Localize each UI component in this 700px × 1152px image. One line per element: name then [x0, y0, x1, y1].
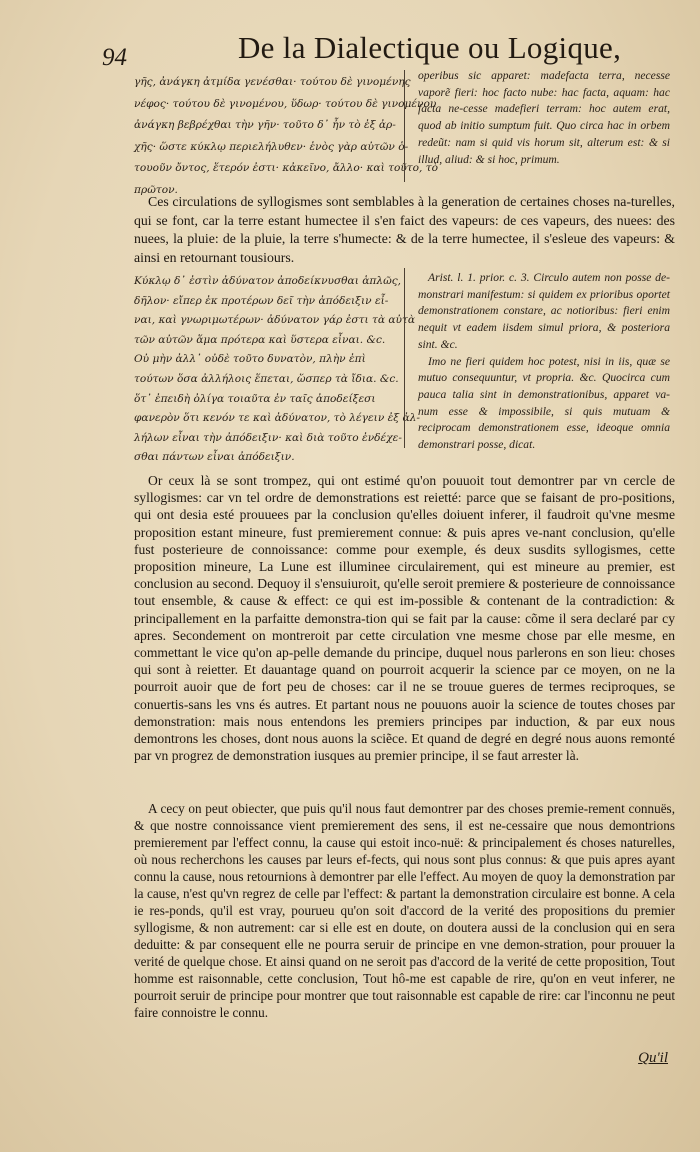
greek-line: τῶν αὐτῶν ἅμα πρότερα καὶ ὕστερα εἶναι. &c.	[134, 333, 386, 346]
paragraph-circular-demonstration	[134, 472, 675, 764]
greek-line: τούτων ὅσα ἀλλήλοις ἕπεται, ὥσπερ τὰ ἴδια. &c.	[134, 372, 399, 385]
paragraph-text: Or ceux là se sont trompez, qui ont estimé qu'on pouuoit tout demontrer par vn cercle de syllogismes: car vn tel ordre de demonstrations est reietté: parce que se faisant de pro-positions, qui ont desia esté prouuees par la conclusion qu'elles doiuent inferer, il faudroit qu'vne mesme proposition estant mineure, fust premierement connue: & puis apres ve-nant conclusion, qu'elle fust posterieure de connoissance: comme pour exemple, és deux susdits syllogismes, cette proposition mineure, La Lune est illuminee circulairement, qui est mineure au premier, est conclusion au second. Dequoy il s'ensuiuroit, qu'elle seroit premiere & posterieure de connoissance tout ensemble, & cause & effect: ce qui est im-possible & contenant de la contradiction: & principallement en la parfaitte demonstra-tion qui se fait par la cause: cõme il sera declaré par cy apres. Secondement on montreroit par cette circulation vne mesme chose par elle mesme, en commettant le vice qu'on ap-pelle demande du principe, duquel nous parlerons en son lieu: choses qui sont à reietter. Et dauantage quand on pourroit acquerir la science par ce moyen, on ne la pourroit auoir que de fort peu de choses: car il ne se trouue gueres de termes reciproques, se conuertis-sans les vns és autres. Et partant nous ne pouuons auoir la science de toutes choses par demonstration: mais nous entendons les premiers principes par induction, & par eux nous demontrons les choses, dont nous auons la sciẽce. Et quand de degré en degré nous auons remonté par vn progrez de demonstration iusques au premier principe, il se faut arrester là.	[134, 473, 675, 764]
greek-line: νέφος· τούτου δὲ γινομένου, ὕδωρ· τούτου δὲ γινομένου	[134, 97, 437, 110]
paragraph-objection	[134, 800, 675, 1021]
greek-quotation-2	[134, 272, 420, 468]
greek-line: ἀνάγκη βεβρέχθαι τὴν γῆν· τοῦτο δ᾽ ἦν τὸ ἐξ ἀρ-	[134, 119, 396, 131]
greek-line: λήλων εἶναι τὴν ἀπόδειξιν· καὶ διὰ τοῦτο ἐνδέχε-	[134, 431, 402, 444]
latin-continuation: Imo ne fieri quidem hoc potest, nisi in iis, quæ se mutuo consequuntur, vt propria. &c. Quocirca cum pauca talia sint in demonstrationibus, apparet va-num esse & impossibile, si quis mutuam & reciprocam demonstrationem esse, ideoque omnia demonstrari posse, dicat.	[418, 354, 670, 452]
running-title: De la Dialectique ou Logique,	[238, 30, 622, 65]
greek-line: τουοῦν ὄντος, ἕτερόν ἐστι· κἀκεῖνο, ἄλλο· καὶ τοῦτο, τὸ	[134, 162, 438, 174]
latin-translation-2	[418, 270, 670, 454]
column-divider	[404, 268, 405, 448]
greek-line: δῆλον· εἴπερ ἐκ προτέρων δεῖ τὴν ἀπόδειξιν εἶ-	[134, 294, 389, 307]
paragraph-text: A cecy on peut obiecter, que puis qu'il nous faut demontrer par des choses premie-rement connuës, & que nostre connoissance vient premierement des sens, il est ne-cessaire que nous demontrions premierement par l'effect connu, la cause qui estoit inco-nuë: & principalement és choses naturelles, où nous recherchons les causes par leurs ef-fects, qui nous sont plus connus: & que puis apres ayant connu la cause, nous retournions à demontrer par elle l'effect. Au moyen de quoy la demonstration par la cause, n'est qu'vn regrez de celle par l'effect: & partant la demonstration circulaire est bonne. A cela ie res-ponds, qu'il est vray, pourueu qu'on soit d'accord de la verité des propositions du premier syllogisme, & non autrement: car si elle est en doute, on doutera aussi de la conclusion qui en sera deduitte: & par consequent elle ne pourra seruir de principe en vne demon-stration, pour prouuer la verité de quelque chose. Et ainsi quand on ne seroit pas d'accord de la verité de cette proposition, Tout homme est raisonnable, cette conclusion, Tout hô-me est capable de rire, qu'on en veut inferer, ne pourroit seruir de principe pour montrer que tout raisonnable est capable de rire: car l'inconnu ne peut faire connoistre le connu.	[134, 801, 675, 1020]
greek-line: ὅτ᾽ ἐπειδὴ ὀλίγα τοιαῦτα ἐν ταῖς ἀποδείξεσι	[134, 392, 376, 405]
greek-line: πρῶτον.	[134, 183, 178, 196]
greek-line: φανερὸν ὅτι κενόν τε καὶ ἀδύνατον, τὸ λέγειν ἐξ ἀλ-	[134, 412, 420, 425]
greek-line: χῆς· ὥστε κύκλῳ περιελήλυθεν· ἑνὸς γὰρ αὐτῶν ὁ-	[134, 140, 409, 153]
greek-line: γῆς, ἀνάγκη ἀτμίδα γενέσθαι· τούτου δὲ γινομένης	[134, 76, 411, 88]
catchword: Qu'il	[638, 1050, 668, 1066]
greek-line: Οὐ μὴν ἀλλ᾽ οὐδὲ τοῦτο δυνατὸν, πλὴν ἐπὶ	[134, 353, 366, 366]
latin-translation-1: operibus sic apparet: madefacta terra, necesse vaporẽ fieri: hoc facto nube: hac facta, aquam: hac facta ne-cesse madefieri terram: hoc autem erat, quod ab initio sumptum fuit. Quo circa hac in orbem redeũt: nam si quid vis horum sit, alterum est: & si illud, aliud: & si hoc, primum.	[418, 69, 670, 166]
greek-quotation-1	[134, 72, 438, 201]
paragraph-text: Ces circulations de syllogismes sont semblables à la generation de certaines choses na-turelles, qui se font, car la terre estant humectee il s'en faict des vapeurs: de ces vapeurs, des nuees: des nuees, la pluie: de la pluie, la terre s'humecte: & de la terre humectee, il s'esleue des vapeurs: & ainsi en retournant tousiours.	[134, 194, 675, 265]
page-number: 94	[102, 44, 127, 71]
column-divider	[404, 70, 405, 182]
greek-line: σθαι πάντων εἶναι ἀπόδειξιν.	[134, 451, 295, 464]
greek-line: ναι, καὶ γνωριμωτέρων· ἀδύνατον γάρ ἐστι τὰ αὐτὰ	[134, 314, 415, 327]
latin-citation: Arist. l. 1. prior. c. 3. Circulo autem non posse de-monstrari manifestum: si quidem ex prioribus oportet demonstrationem constare, ac notioribus: fieri enim nequit vt eadem iisdem simul priora, & posteriora sint. &c.	[418, 271, 670, 351]
paragraph-circulations	[134, 193, 675, 267]
greek-line: Κύκλῳ δ᾽ ἐστὶν ἀδύνατον ἀποδείκνυσθαι ἁπλῶς,	[134, 275, 402, 287]
